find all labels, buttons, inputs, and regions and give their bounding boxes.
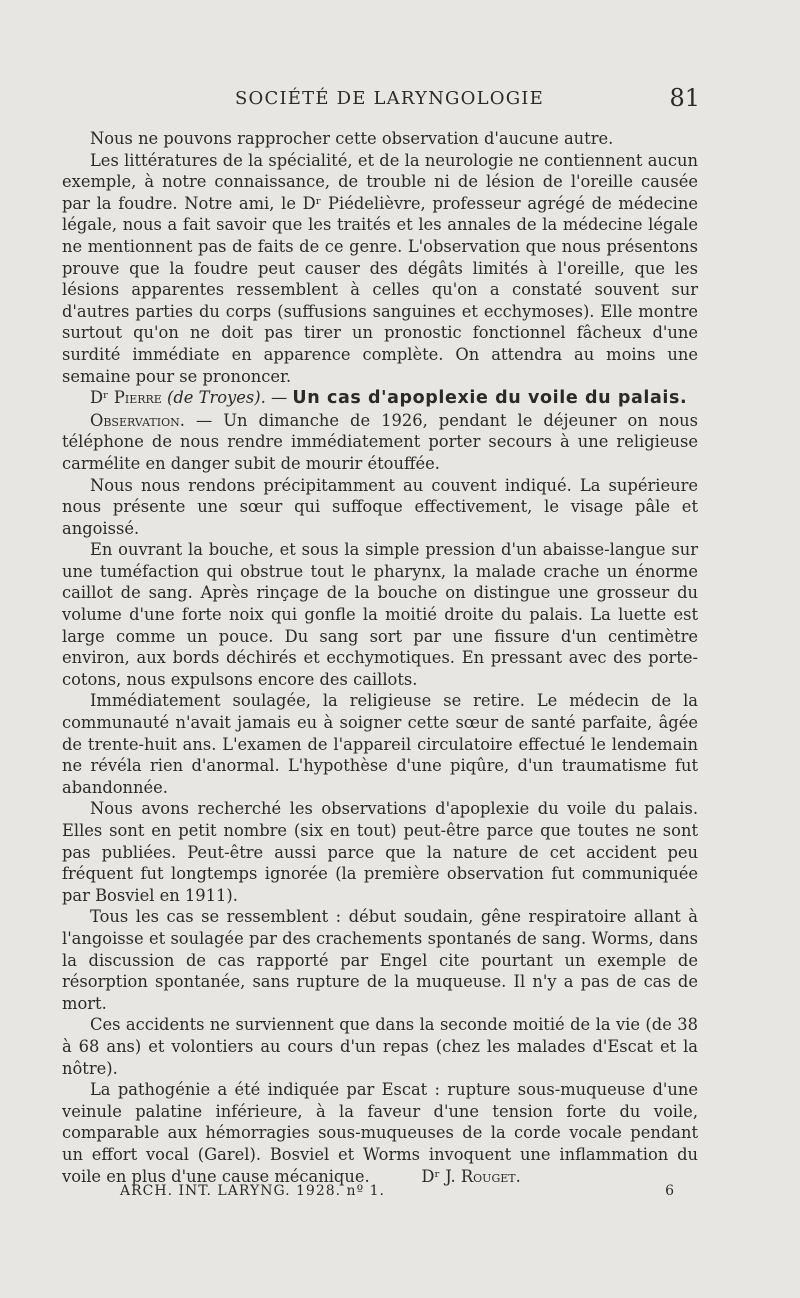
paragraph: Nous ne pouvons rapprocher cette observation d'aucune autre. — [90, 129, 614, 148]
page-body — [62, 128, 698, 1187]
article-title: Un cas d'apoplexie du voile du palais. — [292, 388, 688, 409]
paragraph: Les littératures de la spécialité, et de la neurologie ne contiennent aucun exemple, à notre connaissance, de trouble ni de lésion de l'oreille causée par la foudre. Notre ami, le Dʳ Piédelièvre, professeur agrégé de médecine légale, nous a fait savoir que les traités et les annales de la médecine légale ne mentionnent pas de faits de ce genre. L'observation que nous présentons prouve que la foudre peut causer des dégâts limités à l'oreille, que les lésions apparentes ressemblent à celles qu'on a constaté souvent sur d'autres parties du corps (suffusions sanguines et ecchymoses). Elle montre surtout qu'on ne doit pas tirer un pronostic fonctionnel fâcheux d'une surdité immédiate en apparence complète. On attendra au moins une semaine pour se prononcer. — [62, 150, 698, 386]
heading-dash: — — [265, 388, 293, 408]
paragraph: Immédiatement soulagée, la religieuse se retire. Le médecin de la communauté n'avait jamais eu à soigner cette sœur de santé parfaite, âgée de trente-huit ans. L'examen de l'appareil circulatoire effectué le lendemain ne révéla rien d'anormal. L'hypothèse d'une piqûre, d'un traumatisme fut abandonnée. — [62, 691, 698, 797]
paragraph: Tous les cas se ressemblent : début soudain, gêne respiratoire allant à l'angoisse et soulagée par des crachements spontanés de sang. Worms, dans la discussion de cas rapporté par Engel cite pourtant un exemple de résorption spontanée, sans rupture de la muqueuse. Il n'y a pas de cas de mort. — [62, 907, 698, 1013]
paragraph: En ouvrant la bouche, et sous la simple pression d'un abaisse-langue sur une tuméfaction qui obstrue tout le pharynx, la malade crache un énorme caillot de sang. Après rinçage de la bouche on distingue une grosseur du volume d'une forte noix qui gonfle la moitié droite du palais. La luette est large comme un pouce. Du sang sort par une fissure d'un centimètre environ, aux bords déchirés et ecchymotiques. En pressant avec des porte-cotons, nous expulsons encore des caillots. — [62, 540, 698, 689]
page-number: 81 — [669, 84, 700, 112]
journal-reference: ARCH. INT. LARYNG. 1928. nº 1. — [120, 1183, 385, 1199]
signature-mark: 6 — [665, 1183, 675, 1199]
author-name: Pierre — [113, 388, 162, 408]
observation-paragraph — [62, 410, 698, 475]
observation-label: Observation. — [90, 410, 185, 430]
paragraph: Nous nous rendons précipitamment au couvent indiqué. La supérieure nous présente une sœur qui suffoque effectivement, le visage pâle et angoissé. — [62, 475, 698, 538]
author-prefix: Dʳ — [90, 388, 114, 408]
author-place: (de Troyes). — [167, 388, 266, 408]
running-title: SOCIÉTÉ DE LARYNGOLOGIE — [235, 88, 544, 109]
paragraph: Ces accidents ne surviennent que dans la seconde moitié de la vie (de 38 à 68 ans) et volontiers au cours d'un repas (chez les malades d'Escat et la nôtre). — [62, 1015, 698, 1078]
signature-prefix: Dʳ J. — [421, 1166, 461, 1186]
last-paragraph — [62, 1079, 698, 1187]
signature-name: Rouget. — [460, 1166, 521, 1186]
last-paragraph-text: La pathogénie a été indiquée par Escat : rupture sous-muqueuse d'une veinule palatine inférieure, à la faveur d'une tension forte du voile, comparable aux hémorragies sous-muqueuses de la corde vocale pendant un effort vocal (Garel). Bosviel et Worms invoquent une inflammation du voile en plus d'une cause mécanique. — [62, 1080, 698, 1186]
paragraph: Nous avons recherché les observations d'apoplexie du voile du palais. Elles sont en petit nombre (six en tout) peut-être parce que toutes ne sont pas publiées. Peut-être aussi parce que la nature de cet accident peu fréquent fut longtemps ignorée (la première observation fut communiquée par Bosviel en 1911). — [62, 799, 698, 905]
article-heading — [62, 387, 698, 410]
page-header — [60, 84, 700, 118]
page-footer — [120, 1183, 675, 1199]
observation-text: — Un dimanche de 1926, pendant le déjeuner on nous téléphone de nous rendre immédiatement porter secours à une religieuse carmélite en danger subit de mourir étouffée. — [62, 410, 698, 473]
